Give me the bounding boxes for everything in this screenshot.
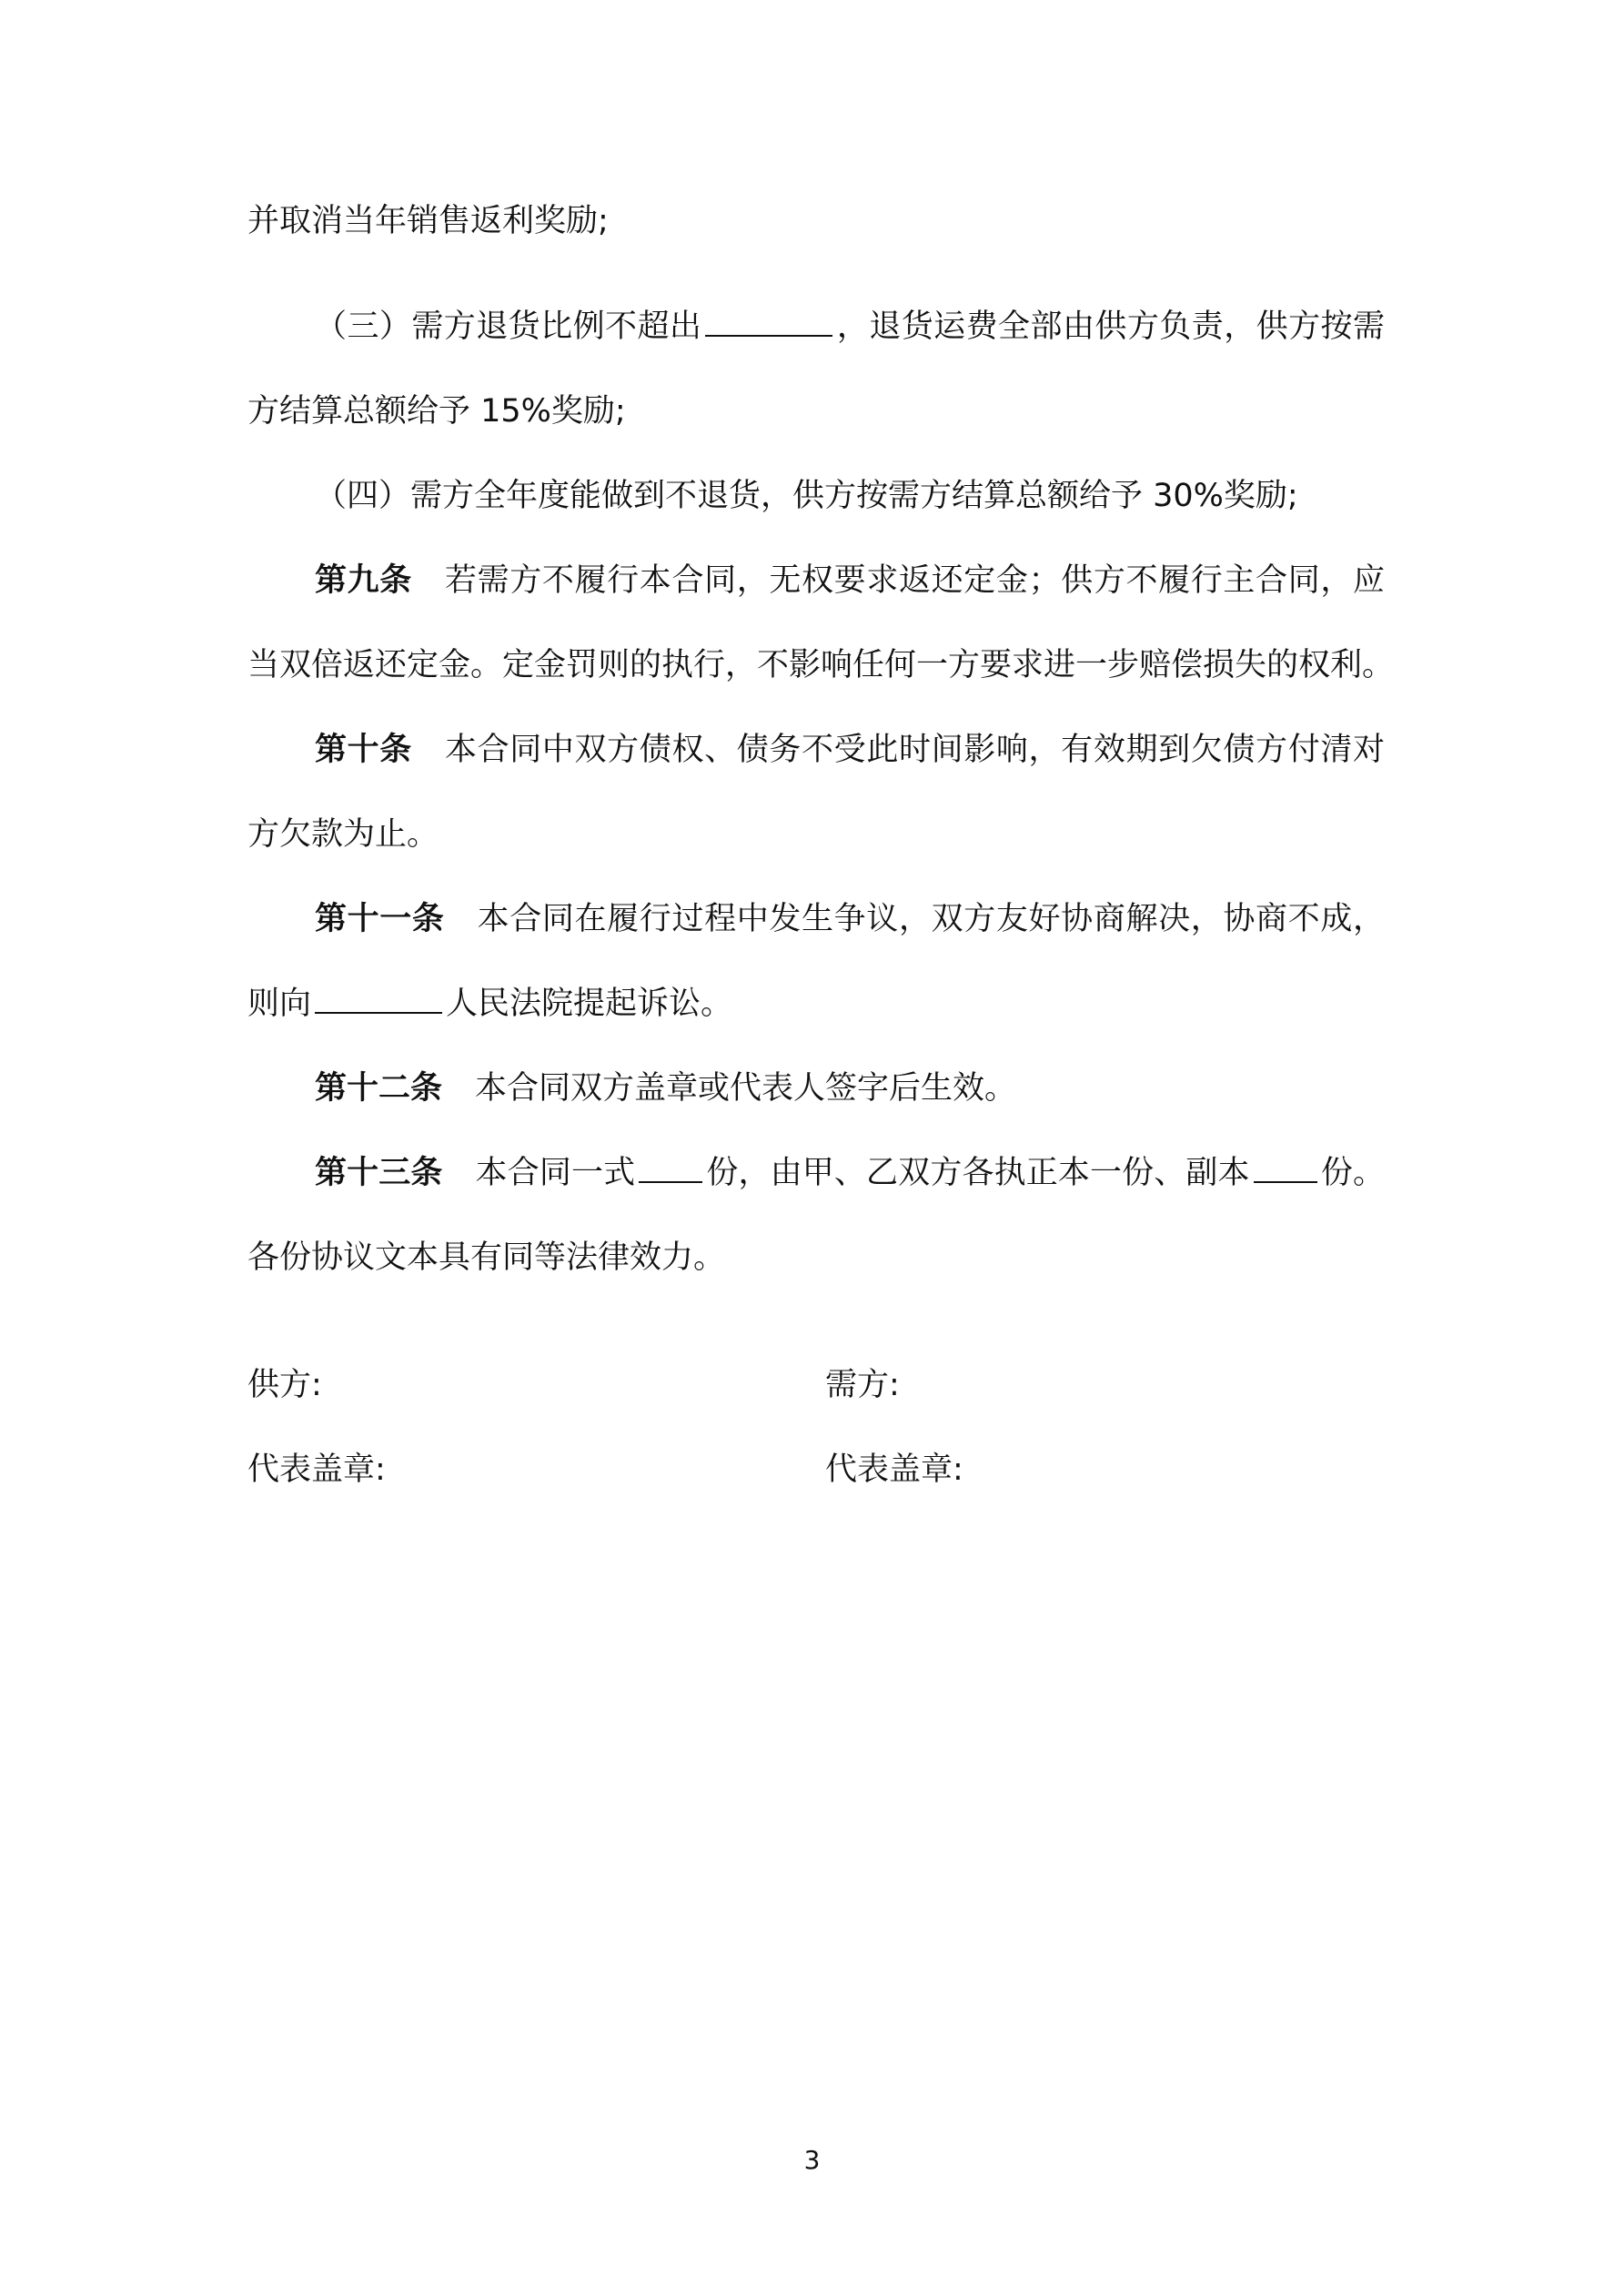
copies-total-blank — [639, 1152, 702, 1183]
article-10-line1: 第十条 本合同中双方债权、债务不受此时间影响，有效期到欠债方付清对 — [315, 732, 1385, 768]
article-10-heading: 第十条 — [315, 732, 412, 768]
article-11-heading: 第十一条 — [315, 901, 445, 937]
supplier-label: 供方: — [247, 1367, 322, 1403]
article-13-heading: 第十三条 — [315, 1155, 443, 1191]
copies-duplicate-blank — [1254, 1152, 1317, 1183]
paragraph-clause-4: （四）需方全年度能做到不退货，供方按需方结算总额给予 30%奖励; — [315, 478, 1298, 514]
return-ratio-blank — [705, 306, 832, 337]
paragraph-clause-3-line1: （三）需方退货比例不超出 ，退货运费全部由供方负责，供方按需 — [315, 304, 1385, 349]
article-11-line1: 第十一条 本合同在履行过程中发生争议，双方友好协商解决，协商不成， — [315, 901, 1385, 937]
article-10-line2: 方欠款为止。 — [247, 816, 439, 853]
article-13-line2: 各份协议文本具有同等法律效力。 — [247, 1239, 726, 1276]
article-9-line2: 当双倍返还定金。定金罚则的执行，不影响任何一方要求进一步赔偿损失的权利。 — [247, 647, 1395, 683]
article-12-heading: 第十二条 — [315, 1070, 443, 1107]
paragraph-clause-3-line2: 方结算总额给予 15%奖励; — [247, 393, 626, 430]
article-9-line1: 第九条 若需方不履行本合同，无权要求返还定金；供方不履行主合同，应 — [315, 562, 1385, 599]
supplier-seal-label: 代表盖章: — [247, 1451, 386, 1488]
buyer-seal-label: 代表盖章: — [825, 1451, 963, 1488]
article-13-line1: 第十三条 本合同一式 份，由甲、乙双方各执正本一份、副本 份。 — [315, 1150, 1385, 1196]
page-number: 3 — [803, 2145, 821, 2175]
article-11-line2: 则向 人民法院提起诉讼。 — [247, 981, 1385, 1027]
paragraph-rebate-cancel: 并取消当年销售返利奖励; — [247, 203, 609, 239]
article-9-heading: 第九条 — [315, 562, 412, 599]
buyer-label: 需方: — [825, 1367, 900, 1403]
court-name-blank — [315, 983, 442, 1014]
article-12: 第十二条 本合同双方盖章或代表人签字后生效。 — [315, 1070, 1017, 1107]
